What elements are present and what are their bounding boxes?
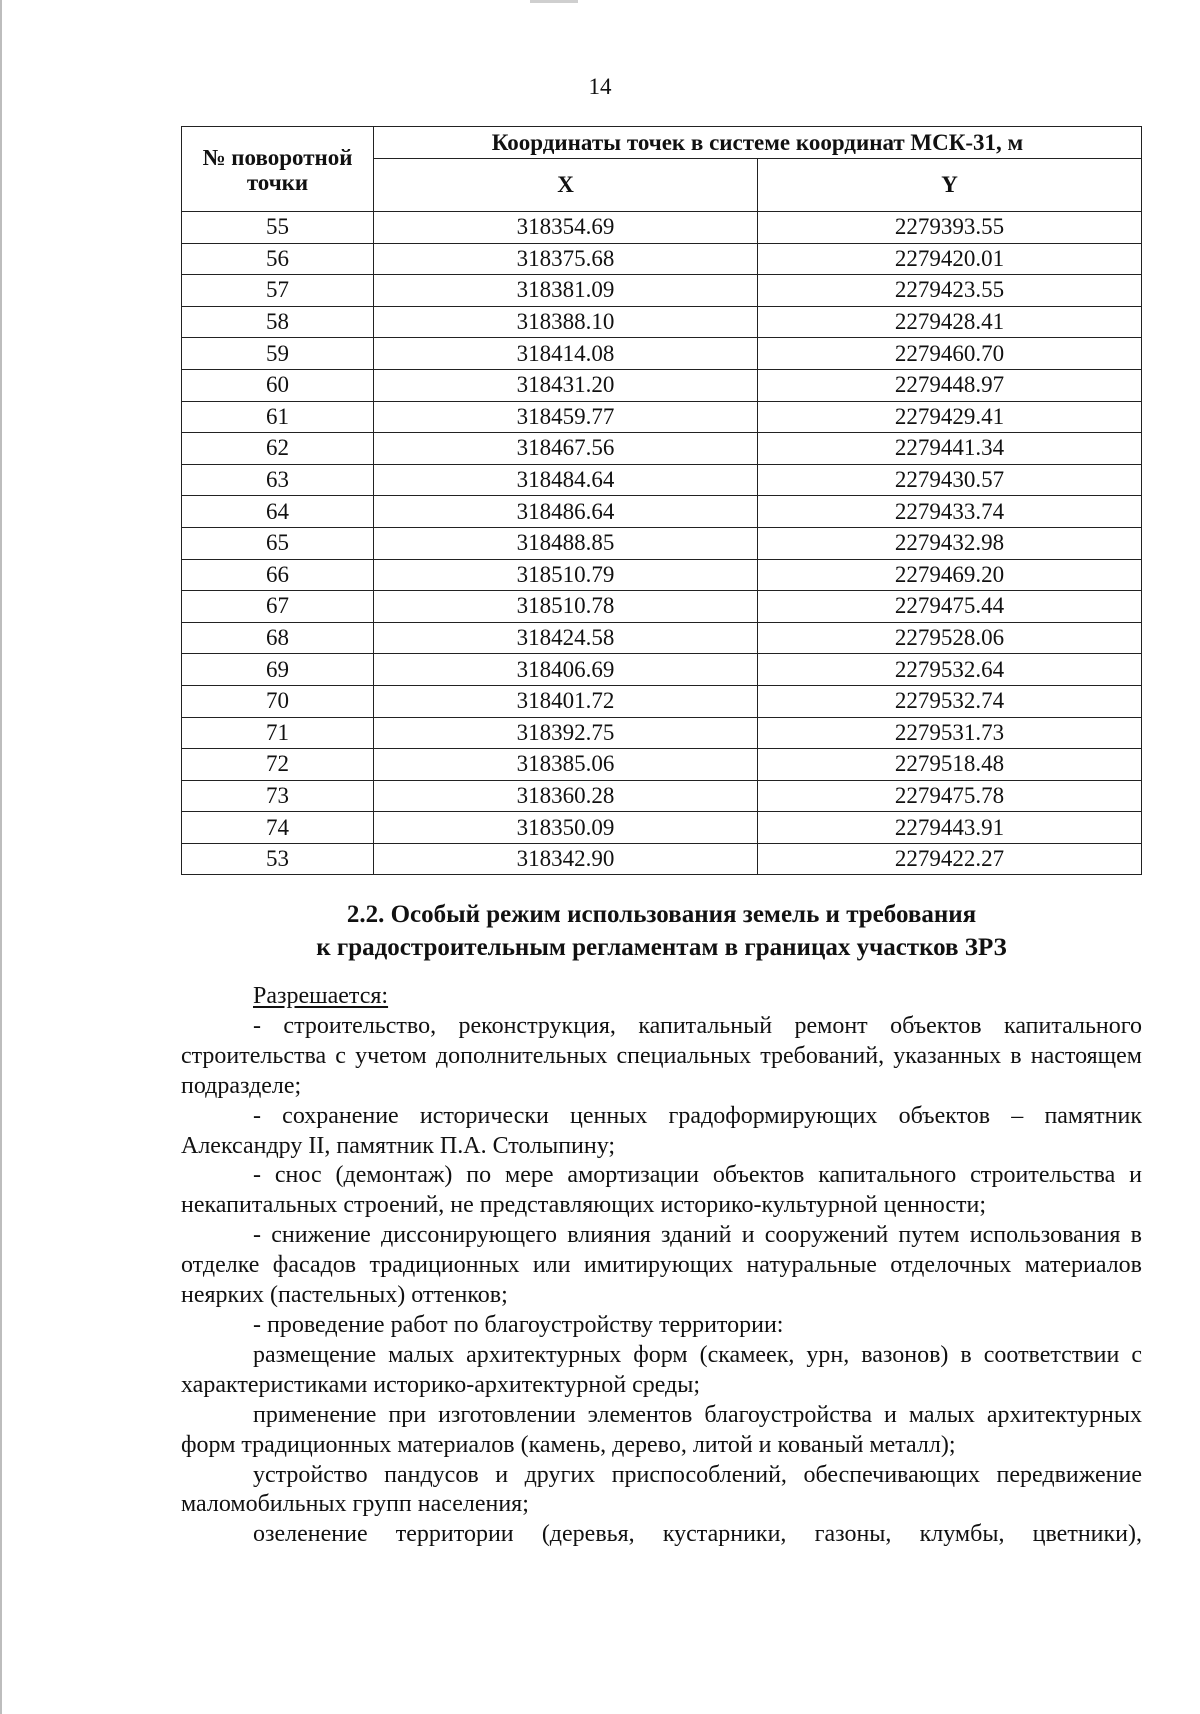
x-coordinate-cell: 318406.69 bbox=[374, 654, 758, 686]
table-row bbox=[182, 685, 1142, 717]
x-coordinate-cell: 318510.78 bbox=[374, 591, 758, 623]
section-heading-line1: 2.2. Особый режим использования земель и требования bbox=[346, 901, 977, 928]
paragraph: устройство пандусов и других приспособлений, обеспечивающих передвижение маломобильных групп населения; bbox=[181, 1461, 1142, 1518]
point-number-cell: 57 bbox=[182, 275, 374, 307]
paragraph: - сохранение исторически ценных градоформирующих объектов – памятник Александру II, памятник П.А. Столыпину; bbox=[181, 1102, 1142, 1159]
point-number-cell: 55 bbox=[182, 212, 374, 244]
paragraph: применение при изготовлении элементов благоустройства и малых архитектурных форм традиционных материалов (камень, дерево, литой и кованый металл); bbox=[181, 1401, 1142, 1458]
x-coordinate-cell: 318467.56 bbox=[374, 433, 758, 465]
y-coordinate-cell: 2279423.55 bbox=[758, 275, 1142, 307]
header-coordinates-title: Координаты точек в системе координат МСК-31, м bbox=[374, 127, 1142, 159]
table-row bbox=[182, 654, 1142, 686]
y-coordinate-cell: 2279460.70 bbox=[758, 338, 1142, 370]
table-row bbox=[182, 243, 1142, 275]
paragraph: - снос (демонтаж) по мере амортизации объектов капитального строительства и некапитальных строений, не представляющих историко-культурной ценности; bbox=[181, 1162, 1142, 1219]
point-number-cell: 68 bbox=[182, 622, 374, 654]
scan-top-mark bbox=[530, 0, 578, 3]
x-coordinate-cell: 318350.09 bbox=[374, 812, 758, 844]
point-number-cell: 71 bbox=[182, 717, 374, 749]
header-y: Y bbox=[758, 158, 1142, 211]
y-coordinate-cell: 2279448.97 bbox=[758, 369, 1142, 401]
coordinates-table bbox=[181, 126, 1142, 875]
table-row bbox=[182, 559, 1142, 591]
point-number-cell: 53 bbox=[182, 843, 374, 875]
x-coordinate-cell: 318354.69 bbox=[374, 212, 758, 244]
x-coordinate-cell: 318342.90 bbox=[374, 843, 758, 875]
point-number-cell: 64 bbox=[182, 496, 374, 528]
y-coordinate-cell: 2279441.34 bbox=[758, 433, 1142, 465]
paragraph: - проведение работ по благоустройству территории: bbox=[253, 1311, 784, 1338]
x-coordinate-cell: 318388.10 bbox=[374, 306, 758, 338]
point-number-cell: 67 bbox=[182, 591, 374, 623]
table-row bbox=[182, 433, 1142, 465]
table-row bbox=[182, 717, 1142, 749]
point-number-cell: 56 bbox=[182, 243, 374, 275]
y-coordinate-cell: 2279432.98 bbox=[758, 527, 1142, 559]
page-number: 14 bbox=[588, 74, 612, 99]
x-coordinate-cell: 318385.06 bbox=[374, 749, 758, 781]
y-coordinate-cell: 2279469.20 bbox=[758, 559, 1142, 591]
header-x: X bbox=[374, 158, 758, 211]
table-row bbox=[182, 212, 1142, 244]
coordinates-table-body bbox=[182, 212, 1142, 875]
x-coordinate-cell: 318375.68 bbox=[374, 243, 758, 275]
paragraph: - строительство, реконструкция, капитальный ремонт объектов капитального строительства с учетом дополнительных специальных требований, указанных в настоящем подразделе; bbox=[181, 1012, 1142, 1099]
y-coordinate-cell: 2279420.01 bbox=[758, 243, 1142, 275]
x-coordinate-cell: 318431.20 bbox=[374, 369, 758, 401]
point-number-cell: 58 bbox=[182, 306, 374, 338]
table-row bbox=[182, 338, 1142, 370]
table-row bbox=[182, 780, 1142, 812]
paragraph: озеленение территории (деревья, кустарники, газоны, клумбы, цветники), bbox=[253, 1521, 1142, 1548]
table-row bbox=[182, 306, 1142, 338]
y-coordinate-cell: 2279531.73 bbox=[758, 717, 1142, 749]
x-coordinate-cell: 318486.64 bbox=[374, 496, 758, 528]
point-number-cell: 66 bbox=[182, 559, 374, 591]
point-number-cell: 69 bbox=[182, 654, 374, 686]
table-row bbox=[182, 496, 1142, 528]
point-number-cell: 62 bbox=[182, 433, 374, 465]
x-coordinate-cell: 318401.72 bbox=[374, 685, 758, 717]
point-number-cell: 70 bbox=[182, 685, 374, 717]
table-row bbox=[182, 401, 1142, 433]
point-number-cell: 59 bbox=[182, 338, 374, 370]
point-number-cell: 74 bbox=[182, 812, 374, 844]
table-row bbox=[182, 464, 1142, 496]
paragraph: - снижение диссонирующего влияния зданий и сооружений путем использования в отделке фасадов традиционных или имитирующих натуральные отделочных материалов неярких (пастельных) оттенков; bbox=[181, 1222, 1142, 1309]
x-coordinate-cell: 318484.64 bbox=[374, 464, 758, 496]
point-number-cell: 61 bbox=[182, 401, 374, 433]
y-coordinate-cell: 2279422.27 bbox=[758, 843, 1142, 875]
section-heading bbox=[181, 898, 1142, 964]
table-row bbox=[182, 749, 1142, 781]
point-number-cell: 65 bbox=[182, 527, 374, 559]
table-row bbox=[182, 527, 1142, 559]
y-coordinate-cell: 2279518.48 bbox=[758, 749, 1142, 781]
y-coordinate-cell: 2279475.78 bbox=[758, 780, 1142, 812]
y-coordinate-cell: 2279428.41 bbox=[758, 306, 1142, 338]
point-number-cell: 63 bbox=[182, 464, 374, 496]
table-row bbox=[182, 591, 1142, 623]
y-coordinate-cell: 2279430.57 bbox=[758, 464, 1142, 496]
point-number-cell: 73 bbox=[182, 780, 374, 812]
table-row bbox=[182, 812, 1142, 844]
y-coordinate-cell: 2279532.74 bbox=[758, 685, 1142, 717]
table-row bbox=[182, 369, 1142, 401]
scan-edge-line bbox=[0, 0, 2, 1714]
table-row bbox=[182, 843, 1142, 875]
y-coordinate-cell: 2279475.44 bbox=[758, 591, 1142, 623]
x-coordinate-cell: 318414.08 bbox=[374, 338, 758, 370]
x-coordinate-cell: 318392.75 bbox=[374, 717, 758, 749]
x-coordinate-cell: 318360.28 bbox=[374, 780, 758, 812]
y-coordinate-cell: 2279443.91 bbox=[758, 812, 1142, 844]
point-number-cell: 60 bbox=[182, 369, 374, 401]
y-coordinate-cell: 2279429.41 bbox=[758, 401, 1142, 433]
point-number-cell: 72 bbox=[182, 749, 374, 781]
x-coordinate-cell: 318459.77 bbox=[374, 401, 758, 433]
paragraph: размещение малых архитектурных форм (скамеек, урн, вазонов) в соответствии с характеристиками историко-архитектурной среды; bbox=[181, 1341, 1142, 1398]
table-row bbox=[182, 622, 1142, 654]
y-coordinate-cell: 2279528.06 bbox=[758, 622, 1142, 654]
header-point-number: № поворотной точки bbox=[182, 127, 374, 212]
section-heading-line2: к градостроительным регламентам в границах участков ЗРЗ bbox=[316, 934, 1007, 961]
y-coordinate-cell: 2279393.55 bbox=[758, 212, 1142, 244]
x-coordinate-cell: 318424.58 bbox=[374, 622, 758, 654]
allowed-label: Разрешается: bbox=[253, 983, 389, 1009]
x-coordinate-cell: 318510.79 bbox=[374, 559, 758, 591]
table-row bbox=[182, 275, 1142, 307]
x-coordinate-cell: 318381.09 bbox=[374, 275, 758, 307]
section-body bbox=[181, 982, 1142, 1550]
y-coordinate-cell: 2279532.64 bbox=[758, 654, 1142, 686]
y-coordinate-cell: 2279433.74 bbox=[758, 496, 1142, 528]
x-coordinate-cell: 318488.85 bbox=[374, 527, 758, 559]
